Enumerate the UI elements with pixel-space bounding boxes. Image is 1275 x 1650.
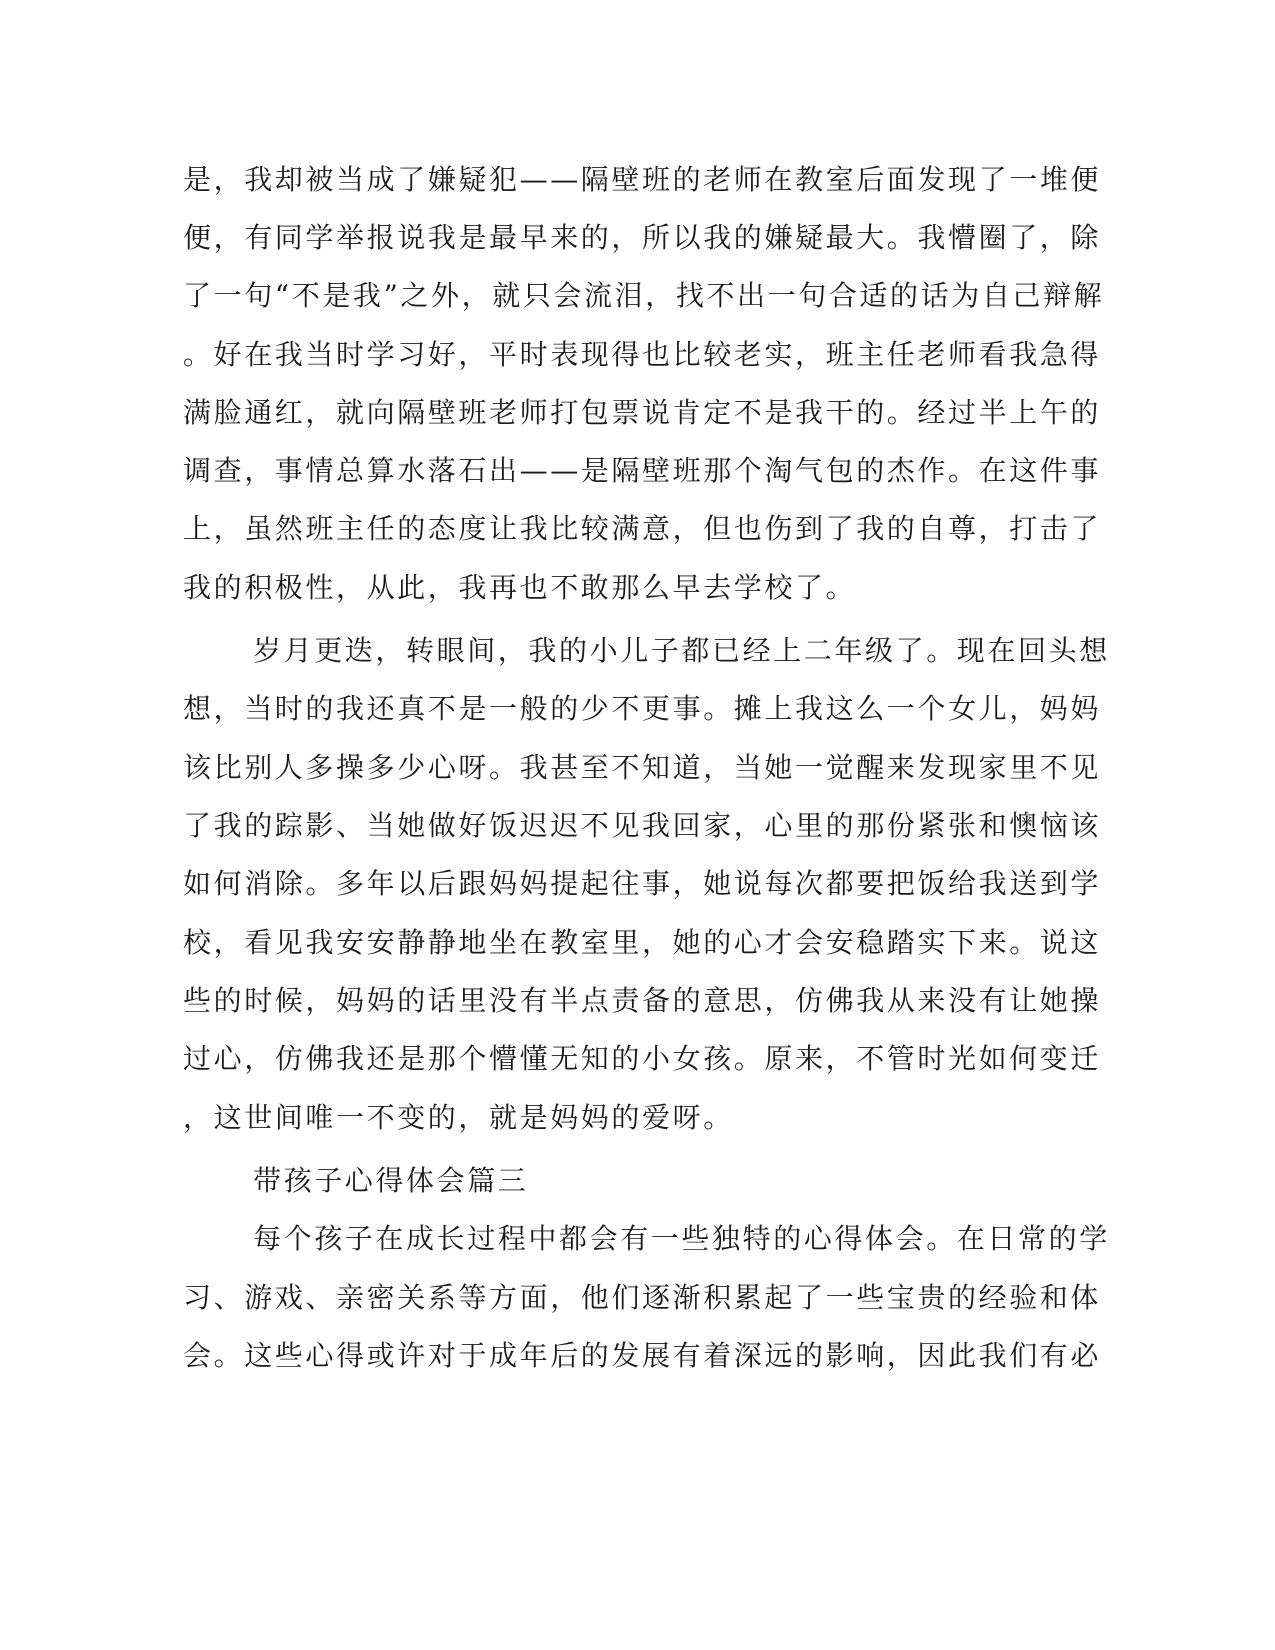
text-line: ，这世间唯一不变的，就是妈妈的爱呀。 xyxy=(183,1101,734,1134)
text-line: 调查，事情总算水落石出——是隔壁班那个淘气包的杰作。在这件事 xyxy=(183,454,1102,487)
text-line: 会。这些心得或许对于成年后的发展有着深远的影响，因此我们有必 xyxy=(183,1339,1102,1372)
paragraph-first-line: 岁月更迭，转眼间，我的小儿子都已经上二年级了。现在回头想 xyxy=(253,634,1110,667)
text-line: 习、游戏、亲密关系等方面，他们逐渐积累起了一些宝贵的经验和体 xyxy=(183,1281,1102,1314)
text-line: 了一句“不是我”之外，就只会流泪，找不出一句合适的话为自己辩解 xyxy=(183,279,1105,312)
text-line: 想，当时的我还真不是一般的少不更事。摊上我这么一个女儿，妈妈 xyxy=(183,692,1102,725)
text-line: 上，虽然班主任的态度让我比较满意，但也伤到了我的自尊，打击了 xyxy=(183,512,1102,545)
text-line: 些的时候，妈妈的话里没有半点责备的意思，仿佛我从来没有让她操 xyxy=(183,984,1102,1017)
text-line: 便，有同学举报说我是最早来的，所以我的嫌疑最大。我懵圈了，除 xyxy=(183,221,1102,254)
text-line: 满脸通红，就向隔壁班老师打包票说肯定不是我干的。经过半上午的 xyxy=(183,396,1102,429)
text-line: 了我的踪影、当她做好饭迟迟不见我回家，心里的那份紧张和懊恼该 xyxy=(183,809,1102,842)
text-line: 校，看见我安安静静地坐在教室里，她的心才会安稳踏实下来。说这 xyxy=(183,926,1102,959)
text-line: 。好在我当时学习好，平时表现得也比较老实，班主任老师看我急得 xyxy=(183,338,1102,371)
text-line: 是，我却被当成了嫌疑犯——隔壁班的老师在教室后面发现了一堆便 xyxy=(183,163,1102,196)
text-line: 该比别人多操多少心呀。我甚至不知道，当她一觉醒来发现家里不见 xyxy=(183,751,1102,784)
text-line: 如何消除。多年以后跟妈妈提起往事，她说每次都要把饭给我送到学 xyxy=(183,867,1102,900)
text-line: 过心，仿佛我还是那个懵懂无知的小女孩。原来，不管时光如何变迁 xyxy=(183,1042,1102,1075)
section-heading: 带孩子心得体会篇三 xyxy=(253,1164,529,1197)
text-line: 我的积极性，从此，我再也不敢那么早去学校了。 xyxy=(183,571,857,604)
paragraph-first-line: 每个孩子在成长过程中都会有一些独特的心得体会。在日常的学 xyxy=(253,1222,1110,1255)
